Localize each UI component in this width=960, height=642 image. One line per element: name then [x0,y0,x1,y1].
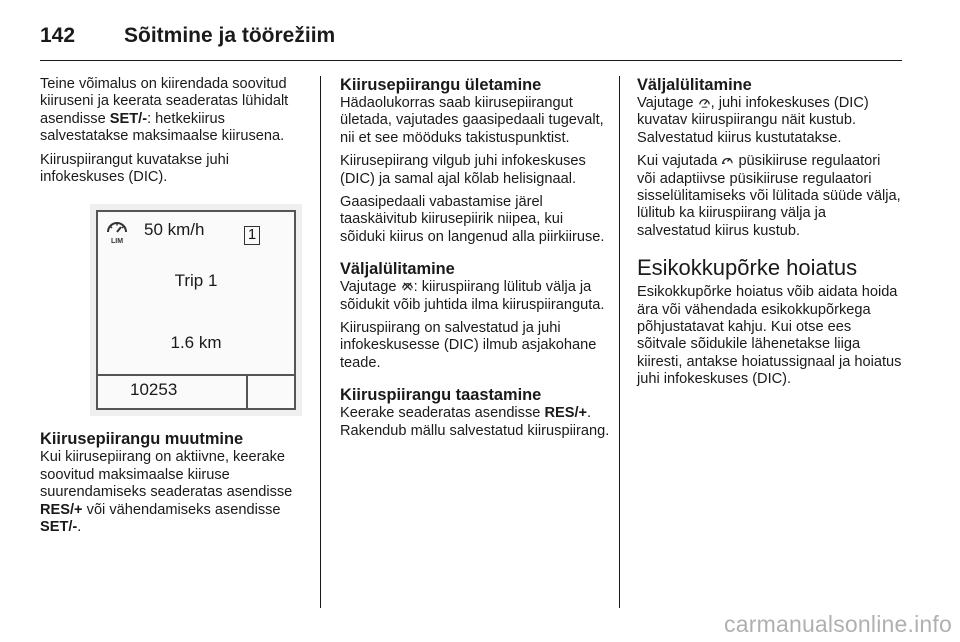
column-2 [340,76,610,446]
page-header [40,10,902,58]
heading-off: Väljalülitamine [340,260,455,279]
exceed-paragraph-1: Hädaolukorras saab kiirusepiirangut ületada, vajutades gaasipedaali tugevalt, nii et see mööduks takistuspunktist. [340,95,604,146]
dic-screen [96,210,296,410]
off-paragraph-3: Vajutage , juhi infokeskuses (DIC) kuvatav kiiruspiirangu näit kustub. Salvestatud kiirus kustutatakse. [637,95,869,146]
dic-display-illustration [90,204,302,416]
cruise-control-icon [721,154,734,167]
column-1 [40,76,302,542]
off-paragraph-2: Kiiruspiirang on salvestatud ja juhi infokeskusesse (DIC) ilmub asjakohane teade. [340,320,597,371]
speed-limiter-icon [104,218,130,244]
dic-page-badge: 1 [244,226,260,245]
watermark: carmanualsonline.info [724,611,952,637]
column-divider-1 [320,76,321,608]
svg-text:LIM: LIM [110,238,124,245]
heading-off-2: Väljalülitamine [637,76,752,94]
intro-paragraph: Teine võimalus on kiirendada soovitud kiiruseni ja keerata seaderatas lühidalt asendisse SET/-: hetkekiirus salvestatakse maksimaalse kiirusena. [40,76,289,145]
exceed-paragraph-2: Kiirusepiirang vilgub juhi infokeskuses (DIC) ja samal ajal kõlab helisignaal. [340,153,586,187]
page-number: 142 [40,24,76,47]
column-3 [637,76,902,395]
heading-restore: Kiiruspiirangu taastamine [340,386,542,405]
change-paragraph: Kui kiirusepiirang on aktiivne, keerake soovitud maksimaalse kiiruse suurendamiseks seaderatas asendisse RES/+ või vähendamiseks asendisse SET/-. [40,449,293,536]
dic-trip-label: Trip 1 [174,271,218,291]
collision-paragraph: Esikokkupõrke hoiatus võib aidata hoida ära või vähendada esikokkupõrkega põhjustatavat kahju. Kui otse ees sõitvale sõidukile lähenetakse liiga kiiresti, antakse hoiatussignaal ja hoiatus juhi infokeskuses (DIC). [637,284,902,388]
restore-paragraph: Keerake seaderatas asendisse RES/+. Rakendub mällu salvestatud kiiruspiirang. [340,405,610,439]
off-paragraph-4: Kui vajutada püsikiiruse regulaatori või adaptiivse püsikiiruse regulaatori sisselülitamiseks või lülitada süüde välja, lülitub ka kiiruspiirang välja ja salvestatud kiirus kustub. [637,153,901,239]
intro-paragraph-2: Kiiruspiirangut kuvatakse juhi infokeskuses (DIC). [40,151,230,186]
heading-exceed: Kiirusepiirangu ületamine [340,76,542,94]
heading-collision: Esikokkupõrke hoiatus [637,255,858,281]
dic-odometer: 10253 [130,380,178,400]
heading-change: Kiirusepiirangu muutmine [40,430,244,449]
header-divider [40,60,902,61]
column-divider-2 [619,76,620,608]
off-paragraph-1: Vajutage : kiiruspiirang lülitub välja ja sõidukit võib juhtida ilma kiiruspiiranguta. [340,279,605,313]
dic-distance: 1.6 km [170,333,222,353]
chapter-title: Sõitmine ja töörežiim [124,24,336,47]
speed-limiter-icon [698,96,711,109]
dic-speed: 50 km/h [144,220,205,240]
cancel-limiter-icon [401,280,414,293]
exceed-paragraph-3: Gaasipedaali vabastamise järel taaskäivitub kiirusepiirik niipea, kui sõiduki kiirus on langenud alla piirkiiruse. [340,194,605,245]
